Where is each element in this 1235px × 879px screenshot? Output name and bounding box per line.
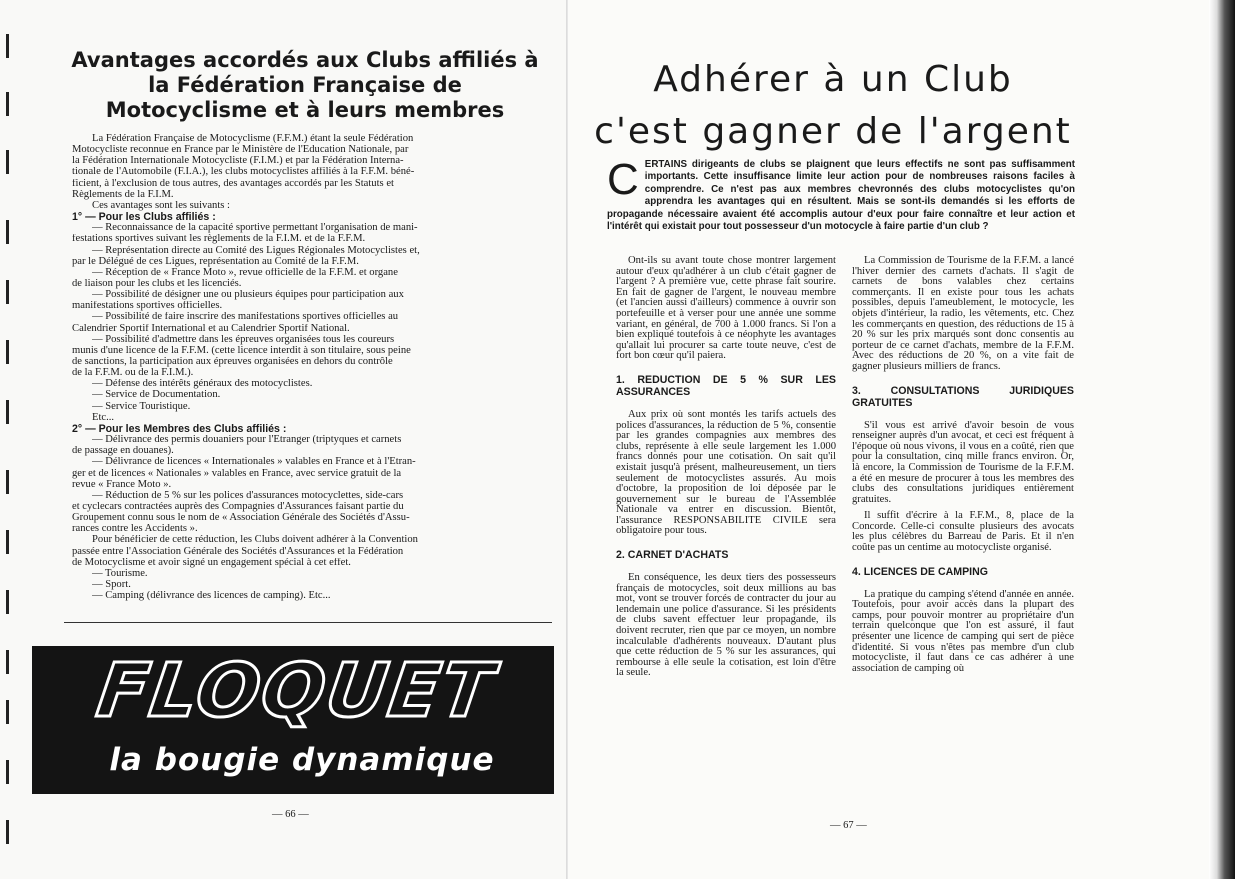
text-line: La Fédération Française de Motocyclisme (F.F.M.) étant la seule Fédération: [92, 134, 414, 144]
scan-edge-mark: [6, 700, 9, 724]
text-line: — Camping (délivrance des licences de camping). Etc...: [92, 591, 331, 602]
scan-edge-mark: [6, 220, 9, 244]
section-heading: 2. CARNET D'ACHATS: [616, 549, 729, 562]
text-line: ger et de licences « Nationales » valables en France, avec service gratuit de la: [72, 468, 402, 479]
ad-brand-logo: FLOQUET: [91, 648, 501, 734]
text-line: — Possibilité d'admettre dans les épreuves organisées tous les coureurs: [92, 334, 395, 345]
intro-text: ERTAINS dirigeants de clubs se plaignent que leurs effectifs ne sont pas suffisamment importants. Cette insuffisance limite leur action pour de nombreuses raisons faciles à comprendre. Ce n'est pas aux membres chevronnés des clubs motocyclistes qu'on apprendra les avantages qui en résultent. Mais se sont-ils demandés si les efforts de propagande nécessaire avaient été accomplis autour d'eux pour faire connaître et leur action et l'intérêt qui existait pour tout possesseur d'un motocycle à faire partie d'un club ?: [607, 159, 1075, 233]
left-page: [0, 0, 568, 879]
text-line: — Possibilité de faire inscrire des manifestations sportives officielles au: [92, 312, 399, 323]
title-line-1: Adhérer à un Club: [653, 59, 1013, 100]
scan-edge-mark: [6, 400, 9, 424]
paragraph: La Commission de Tourisme de la F.F.M. a lancé l'hiver dernier des carnets d'achats. Il s'agit de carnets de bons valables chez certains commerçants. Il en existe pour tous les achats possibles, depuis l'ameublement, le motocycle, les objets d'intérieur, la radio, les vêtements, etc. Chez les commerçants en question, des réductions de 15 à 20 % sur les prix marqués sont donc consentis au porteur de ce carnet d'achats, membre de la F.F.M. Avec des réductions de 20 %, on a vite fait de gagner plusieurs milliers de francs.: [852, 255, 1074, 372]
section-heading: 1. REDUCTION DE 5 % SUR LES ASSURANCES: [616, 373, 836, 398]
text-line: — Service Touristique.: [92, 401, 191, 412]
text-line: de passage en douanes).: [72, 446, 174, 457]
title-line-2: c'est gagner de l'argent: [594, 111, 1072, 152]
text-line: festations sportives suivant les règlements de la F.I.M. et de la F.F.M.: [72, 234, 366, 245]
article-column-1: [616, 256, 836, 685]
text-line: manifestations sportives officielles.: [72, 301, 223, 312]
text-line: par le Délégué de ces Ligues, représentation au Comité de la F.F.M.: [72, 256, 359, 267]
paragraph: En conséquence, les deux tiers des possesseurs français de motocycles, soit deux millions au bas mot, vont se trouver forcés de contracter du jour au lendemain une police d'assurance. Si les présidents de clubs savent effectuer leur propagande, ils doivent recruter, rien que par ce moyen, un nombre incalculable d'adhérents nouveaux. D'autant plus que cette réduction de 5 % sur les assurances, qui rembourse à elle seule la cotisation, est loin d'être la seule.: [616, 572, 836, 679]
scan-edge-mark: [6, 280, 9, 304]
text-line: tionale de l'Automobile (F.I.A.), les clubs motocyclistes affiliés à la F.F.M. béné-: [72, 167, 415, 178]
page-number-left: — 66 —: [272, 809, 309, 820]
scan-edge-mark: [6, 34, 9, 58]
scan-right-edge: [1209, 0, 1235, 879]
section-heading: 3. CONSULTATIONS JURIDIQUES GRATUITES: [852, 384, 1074, 409]
ad-tagline: la bougie dynamique: [109, 742, 495, 778]
text-line: revue « France Moto ».: [72, 479, 172, 490]
text-line: de Motocyclisme et avoir signé un engagement spécial à cet effet.: [72, 557, 351, 568]
text-line: la Fédération Internationale Motocycliste (F.I.M.) et par la Fédération Interna-: [72, 156, 404, 167]
scan-edge-mark: [6, 150, 9, 174]
text-line: de liaison pour les clubs et les licenciés.: [72, 278, 242, 289]
right-page: [568, 0, 1235, 879]
text-line: — Représentation directe au Comité des Ligues Régionales Motocyclistes et,: [92, 245, 420, 256]
text-line: — Défense des intérêts généraux des motocyclistes.: [92, 379, 313, 390]
floquet-advertisement: [32, 646, 554, 794]
scan-edge-mark: [6, 92, 9, 116]
article-intro: [607, 155, 1075, 233]
paragraph: S'il vous est arrivé d'avoir besoin de vous renseigner auprès d'un avocat, et ceci est fréquent à l'époque où nous vivons, il vous en a coûté, rien que pour la consultation, cinq mille francs environ. Or, là encore, la Commission de Tourisme de la F.F.M. a été en mesure de procurer à tous les membres des clubs des consultations juridiques entièrement gratuites.: [852, 419, 1074, 505]
scan-edge-mark: [6, 340, 9, 364]
text-line: Pour bénéficier de cette réduction, les Clubs doivent adhérer à la Convention: [92, 535, 418, 546]
text-line: — Réduction de 5 % sur les polices d'assurances motocyclettes, side-cars: [92, 490, 404, 501]
text-line: — Délivrance des permis douaniers pour l'Etranger (triptyques et carnets: [92, 435, 402, 446]
paragraph: Il suffit d'écrire à la F.F.M., 8, place de la Concorde. Celle-ci consulte plusieurs des avocats les plus célèbres du Barreau de Paris. Et il n'en coûte pas un centime au motocycliste organisé.: [852, 510, 1074, 554]
paragraph: Aux prix où sont montés les tarifs actuels des polices d'assurances, la réduction de 5 %, consentie par les grandes compagnies aux membres des clubs, représente à elle seule largement les 1.000 francs donnés pour une cotisation. On sait qu'il existait jusqu'à présent, malheureusement, un tiers seulement de motocyclistes assurés. Au mois d'octobre, la proposition de loi déposée par le gouvernement sur le bureau de l'Assemblée Nationale va entrer en discussion. Bientôt, l'assurance RESPONSABILITE CIVILE sera obligatoire pour tous.: [616, 408, 836, 537]
text-line: — Réception de « France Moto », revue officielle de la F.F.M. et organe: [92, 267, 398, 278]
right-page-title: [588, 54, 1078, 158]
text-line: — Service de Documentation.: [92, 390, 221, 401]
text-line: — Reconnaissance de la capacité sportive permettant l'organisation de mani-: [92, 223, 418, 234]
text-line: — Délivrance de licences « Internationales » valables en France et à l'Etran-: [92, 457, 416, 468]
text-line: passée entre l'Association Générale des Sociétés d'Assurances et la Fédération: [72, 546, 404, 557]
text-line: Motocycliste reconnue en France par le Ministère de l'Education Nationale, par: [72, 145, 409, 156]
scan-edge-mark: [6, 530, 9, 554]
text-line: 1° — Pour les Clubs affiliés :: [72, 212, 216, 223]
text-line: munis d'une licence de la F.F.M. (cette licence interdit à son titulaire, sous peine: [72, 345, 411, 356]
intro-dropcap: C: [607, 155, 639, 204]
text-line: — Possibilité de désigner une ou plusieurs équipes pour participation aux: [92, 290, 404, 301]
scan-edge-mark: [6, 590, 9, 614]
text-line: ficient, à l'exclusion de tous autres, des avantages accordés par les Statuts et: [72, 178, 394, 189]
text-line: de sanctions, la participation aux épreuves organisées en dehors du contrôle: [72, 357, 393, 367]
article-column-2: [852, 256, 1074, 680]
text-line: Règlements de la F.I.M.: [72, 189, 174, 200]
text-line: Groupement connu sous le nom de « Association Générale des Sociétés d'Assu-: [72, 513, 410, 524]
scan-edge-mark: [6, 650, 9, 674]
text-line: — Tourisme.: [92, 568, 148, 579]
text-line: rances contre les Accidents ».: [72, 524, 198, 535]
page-number-right: — 67 —: [830, 820, 867, 831]
left-page-title: Avantages accordés aux Clubs affiliés à la Fédération Française de Motocyclisme et à leurs membres: [71, 48, 539, 122]
paragraph: La pratique du camping s'étend d'année en année. Toutefois, pour avoir accès dans la plupart des camps, pour pouvoir montrer au propriétaire d'un terrain quelconque que l'on est assuré, il faut présenter une licence de camping qui sert de pièce d'identité. Si vous n'êtes pas membre d'un club motocycliste, il faut dans ce cas adhérer à une association de camping où: [852, 588, 1074, 674]
text-line: Etc...: [92, 412, 115, 423]
text-line: — Sport.: [92, 580, 131, 590]
divider-rule: [64, 622, 552, 623]
text-line: de la F.F.M. ou de la F.I.M.).: [72, 368, 194, 379]
text-line: et cyclecars contractées auprès des Compagnies d'Assurances faisant partie du: [72, 501, 404, 512]
section-heading: 4. LICENCES DE CAMPING: [852, 565, 988, 578]
text-line: Ces avantages sont les suivants :: [92, 200, 230, 211]
text-line: 2° — Pour les Membres des Clubs affiliés :: [72, 423, 287, 435]
scan-edge-mark: [6, 470, 9, 494]
text-line: Calendrier Sportif International et au Calendrier Sportif National.: [72, 323, 350, 334]
scan-edge-mark: [6, 820, 9, 844]
paragraph: Ont-ils su avant toute chose montrer largement autour d'eux qu'adhérer à un club c'était gagner de l'argent ? A première vue, cette phrase fait sourire. En fait de gagner de l'argent, le nouveau membre (et l'ancien aussi d'ailleurs) commence à ouvrir son portefeuille et à verser pour une année une somme variant, en général, de 700 à 1.000 francs. Si l'on a bien expliqué toutefois à ce néophyte les avantages qu'allait lui procurer sa carte toute neuve, c'est de fort bon cœur qu'il paiera.: [616, 255, 836, 362]
scan-edge-mark: [6, 760, 9, 784]
